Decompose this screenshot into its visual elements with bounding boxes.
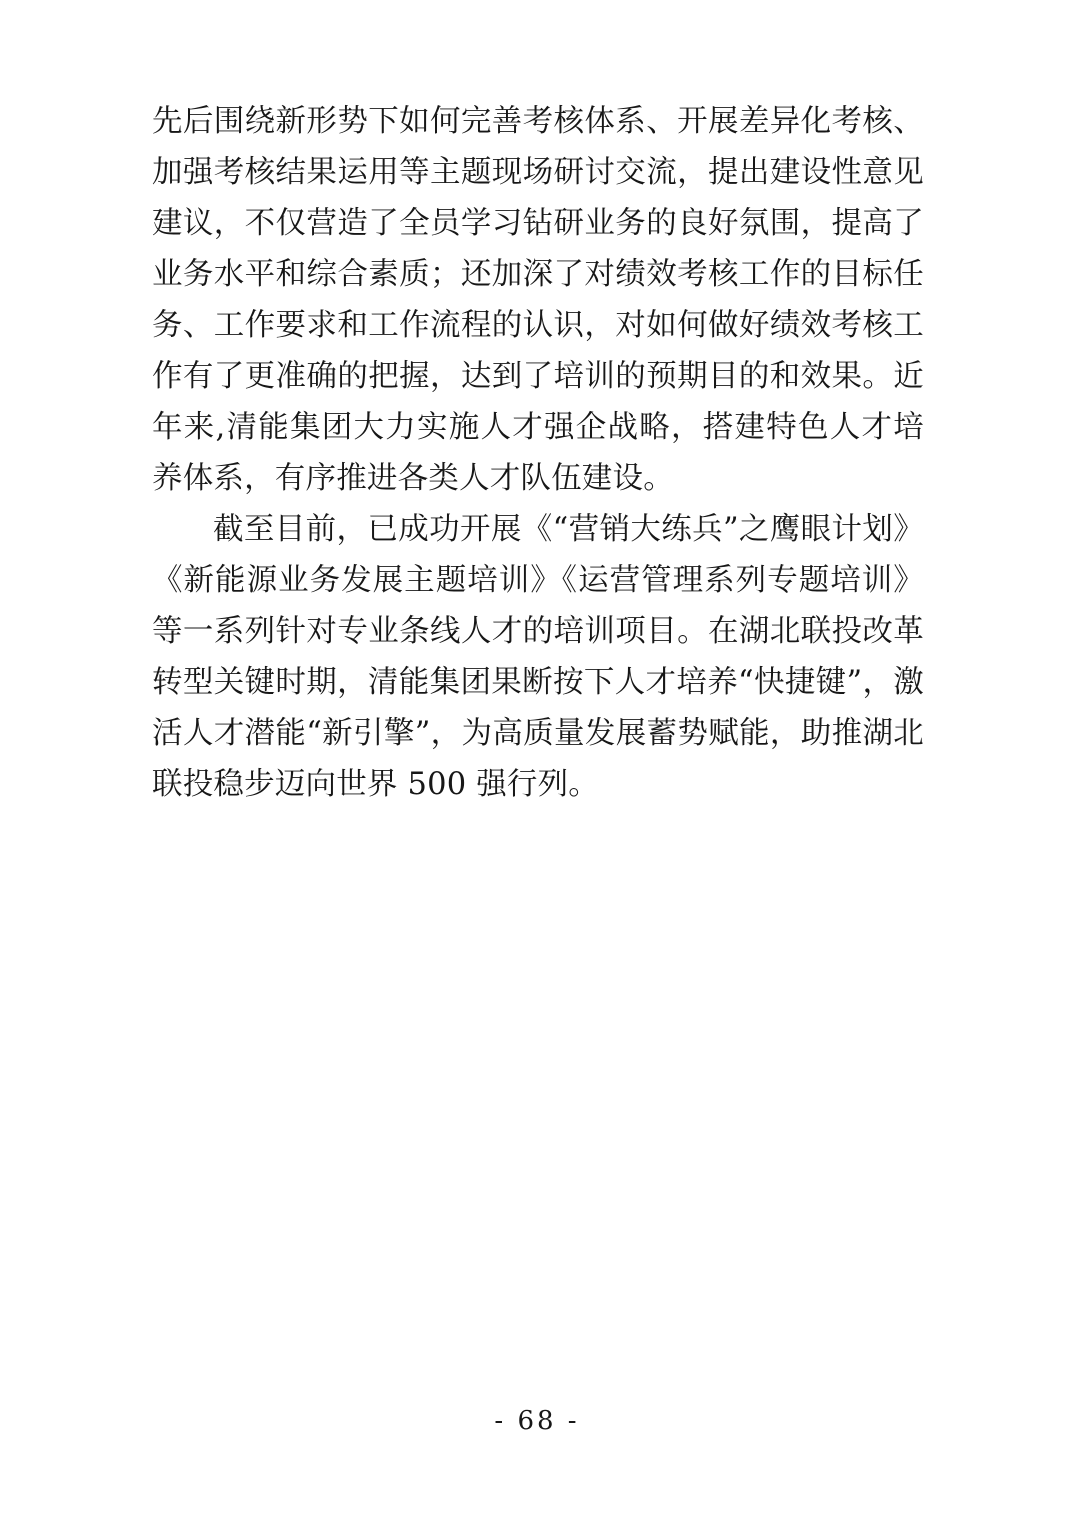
- page-number: - 68 -: [494, 1406, 580, 1436]
- body-paragraph-1: 先后围绕新形势下如何完善考核体系、开展差异化考核、加强考核结果运用等主题现场研讨交流，提出建设性意见建议，不仅营造了全员学习钻研业务的良好氛围，提高了业务水平和综合素质；还加深了对绩效考核工作的目标任务、工作要求和工作流程的认识，对如何做好绩效考核工作有了更准确的把握，达到了培训的预期目的和效果。近年来,清能集团大力实施人才强企战略，搭建特色人才培养体系，有序推进各类人才队伍建设。: [152, 104, 924, 496]
- page-content: [152, 96, 924, 810]
- body-paragraph-2: 截至目前，已成功开展《“营销大练兵”之鹰眼计划》《新能源业务发展主题培训》《运营管理系列专题培训》等一系列针对专业条线人才的培训项目。在湖北联投改革转型关键时期，清能集团果断按下人才培养“快捷键”，激活人才潜能“新引擎”，为高质量发展蓄势赋能，助推湖北联投稳步迈向世界 500 强行列。: [152, 512, 924, 802]
